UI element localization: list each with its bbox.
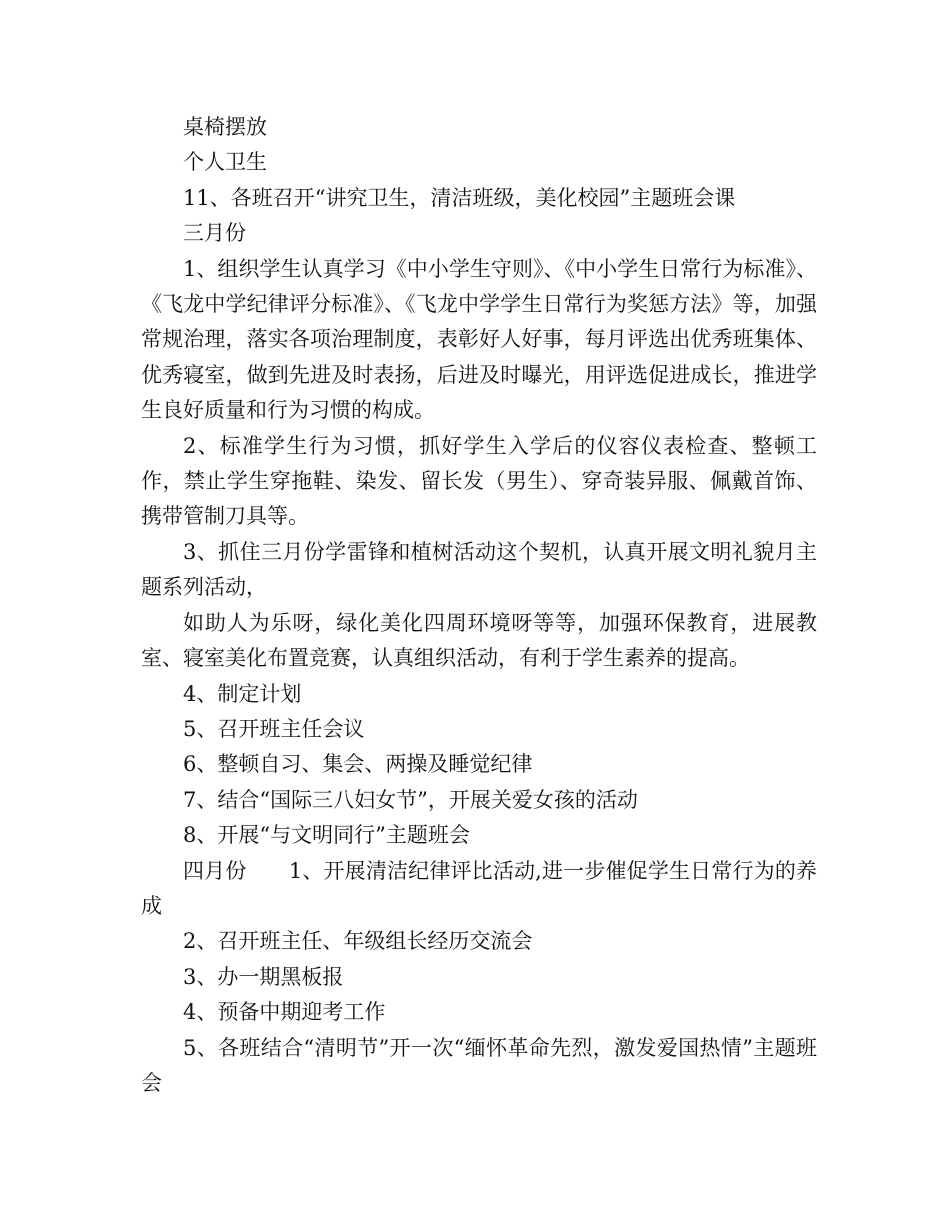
paragraph: 2、召开班主任、年级组长经历交流会 [183,929,533,954]
section-heading-april: 四月份 1、开展清洁纪律评比活动,进一步催促学生日常行为的养成 [141,858,817,918]
paragraph: 4、预备中期迎考工作 [183,1000,386,1025]
paragraph: 11、各班召开“讲究卫生，清洁班级，美化校园”主题班会课 [183,185,736,210]
paragraph: 个人卫生 [183,150,267,175]
paragraph: 3、办一期黑板报 [183,964,344,989]
paragraph: 4、制定计划 [183,681,302,706]
paragraph: 5、各班结合“清明节”开一次“缅怀革命先烈，激发爱国热情”主题班会 [141,1035,817,1095]
paragraph: 5、召开班主任会议 [183,716,365,741]
section-heading-march: 三月份 [183,221,246,246]
paragraph: 8、开展“与文明同行”主题班会 [183,823,470,848]
paragraph: 2、标准学生行为习惯，抓好学生入学后的仪容仪表检查、整顿工作，禁止学生穿拖鞋、染发、留长发（男生）、穿奇装异服、佩戴首饰、携带管制刀具等。 [141,433,817,529]
paragraph: 6、整顿自习、集会、两操及睡觉纪律 [183,752,533,777]
paragraph: 如助人为乐呀，绿化美化四周环境呀等等，加强环保教育，进展教室、寝室美化布置竞赛，认真组织活动，有利于学生素养的提高。 [141,610,817,671]
paragraph: 7、结合“国际三八妇女节”，开展关爱女孩的活动 [183,787,638,812]
paragraph: 1、组织学生认真学习《中小学生守则》、《中小学生日常行为标准》、《飞龙中学纪律评分标准》、《飞龙中学学生日常行为奖惩方法》等，加强常规治理，落实各项治理制度，表彰好人好事，每月评选出优秀班集体、优秀寝室，做到先进及时表扬，后进及时曝光，用评选促进成长，推进学生良好质量和行为习惯的构成。 [141,256,817,423]
document-body [141,110,817,1101]
paragraph: 3、抓住三月份学雷锋和植树活动这个契机，认真开展文明礼貌月主题系列活动， [141,539,817,600]
paragraph: 桌椅摆放 [183,115,267,139]
